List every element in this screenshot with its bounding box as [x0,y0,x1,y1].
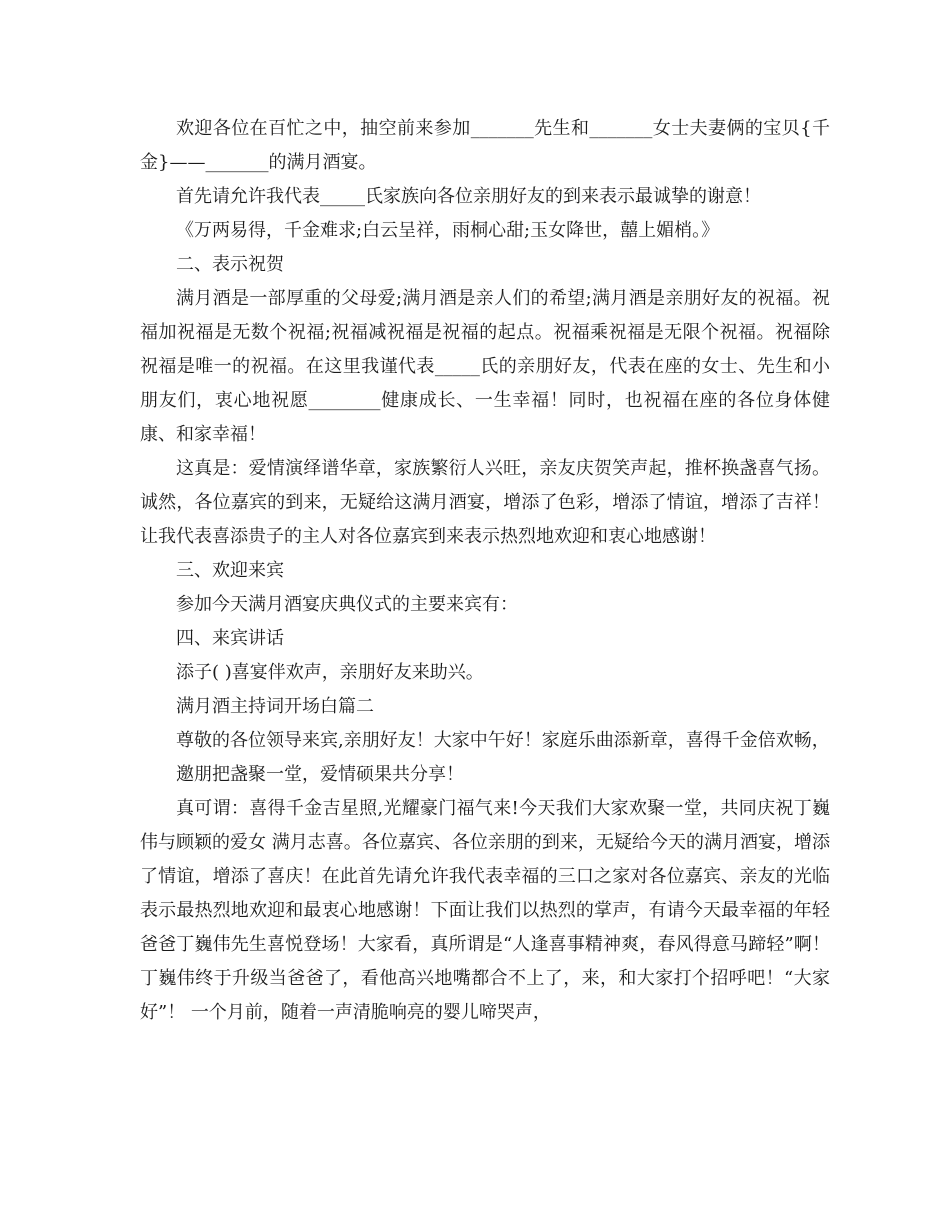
section-heading-welcome-guests: 三、欢迎来宾 [176,560,284,581]
paragraph-celebration: 这真是：爱情演绎谱华章，家族繁衍人兴旺，亲友庆贺笑声起，推杯换盏喜气扬。诚然，各位嘉宾的到来，无疑给这满月酒宴，增添了色彩，增添了情谊，增添了吉祥！让我代表喜添贵子的主人对各位嘉宾到来表示热烈地欢迎和衷心地感谢！ [140,458,830,547]
paragraph-share: 邀朋把盏聚一堂，爱情硕果共分享！ [176,764,464,785]
paragraph-greeting: 尊敬的各位领导来宾,亲朋好友！大家中午好！家庭乐曲添新章，喜得千金倍欢畅， [176,730,830,751]
paragraph-couplet-two: 添子( )喜宴伴欢声，亲朋好友来助兴。 [176,662,484,683]
paragraph-thanks: 首先请允许我代表_____氏家族向各位亲朋好友的到来表示最诚挚的谢意！ [176,186,761,207]
section-heading-congratulations: 二、表示祝贺 [176,254,284,275]
paragraph-blessings: 满月酒是一部厚重的父母爱;满月酒是亲人们的希望;满月酒是亲朋好友的祝福。祝福加祝福是无数个祝福;祝福减祝福是祝福的起点。祝福乘祝福是无限个祝福。祝福除祝福是唯一的祝福。在这里我谨代表_____氏的亲朋好友，代表在座的女士、先生和小朋友们，衷心地祝愿________健康成长、一生幸福！同时，也祝福在座的各位身体健康、和家幸福！ [140,288,830,445]
paragraph-welcome: 欢迎各位在百忙之中，抽空前来参加_______先生和_______女士夫妻俩的宝贝{千金}——_______的满月酒宴。 [140,118,830,173]
paragraph-guests-list: 参加今天满月酒宴庆典仪式的主要来宾有： [176,594,518,615]
section-heading-part-two: 满月酒主持词开场白篇二 [176,696,374,717]
paragraph-host-speech: 真可谓：喜得千金吉星照,光耀豪门福气来!今天我们大家欢聚一堂，共同庆祝丁巍伟与顾颖的爱女 满月志喜。各位嘉宾、各位亲朋的到来，无疑给今天的满月酒宴，增添了情谊，增添了喜庆！在此首先请允许我代表幸福的三口之家对各位嘉宾、亲友的光临表示最热烈地欢迎和最衷心地感谢！下面让我们以热烈的掌声，有请今天最幸福的年轻爸爸丁巍伟先生喜悦登场！大家看，真所谓是“人逢喜事精神爽，春风得意马蹄轻”啊！丁巍伟终于升级当爸爸了，看他高兴地嘴都合不上了，来，和大家打个招呼吧！“大家好”！ 一个月前，随着一声清脆响亮的婴儿啼哭声， [140,798,830,1023]
paragraph-couplet: 《万两易得，千金难求;白云呈祥，雨桐心甜;玉女降世，囍上媚梢。》 [176,220,720,241]
document-body [140,112,830,1030]
section-heading-guest-speech: 四、来宾讲话 [176,628,284,649]
